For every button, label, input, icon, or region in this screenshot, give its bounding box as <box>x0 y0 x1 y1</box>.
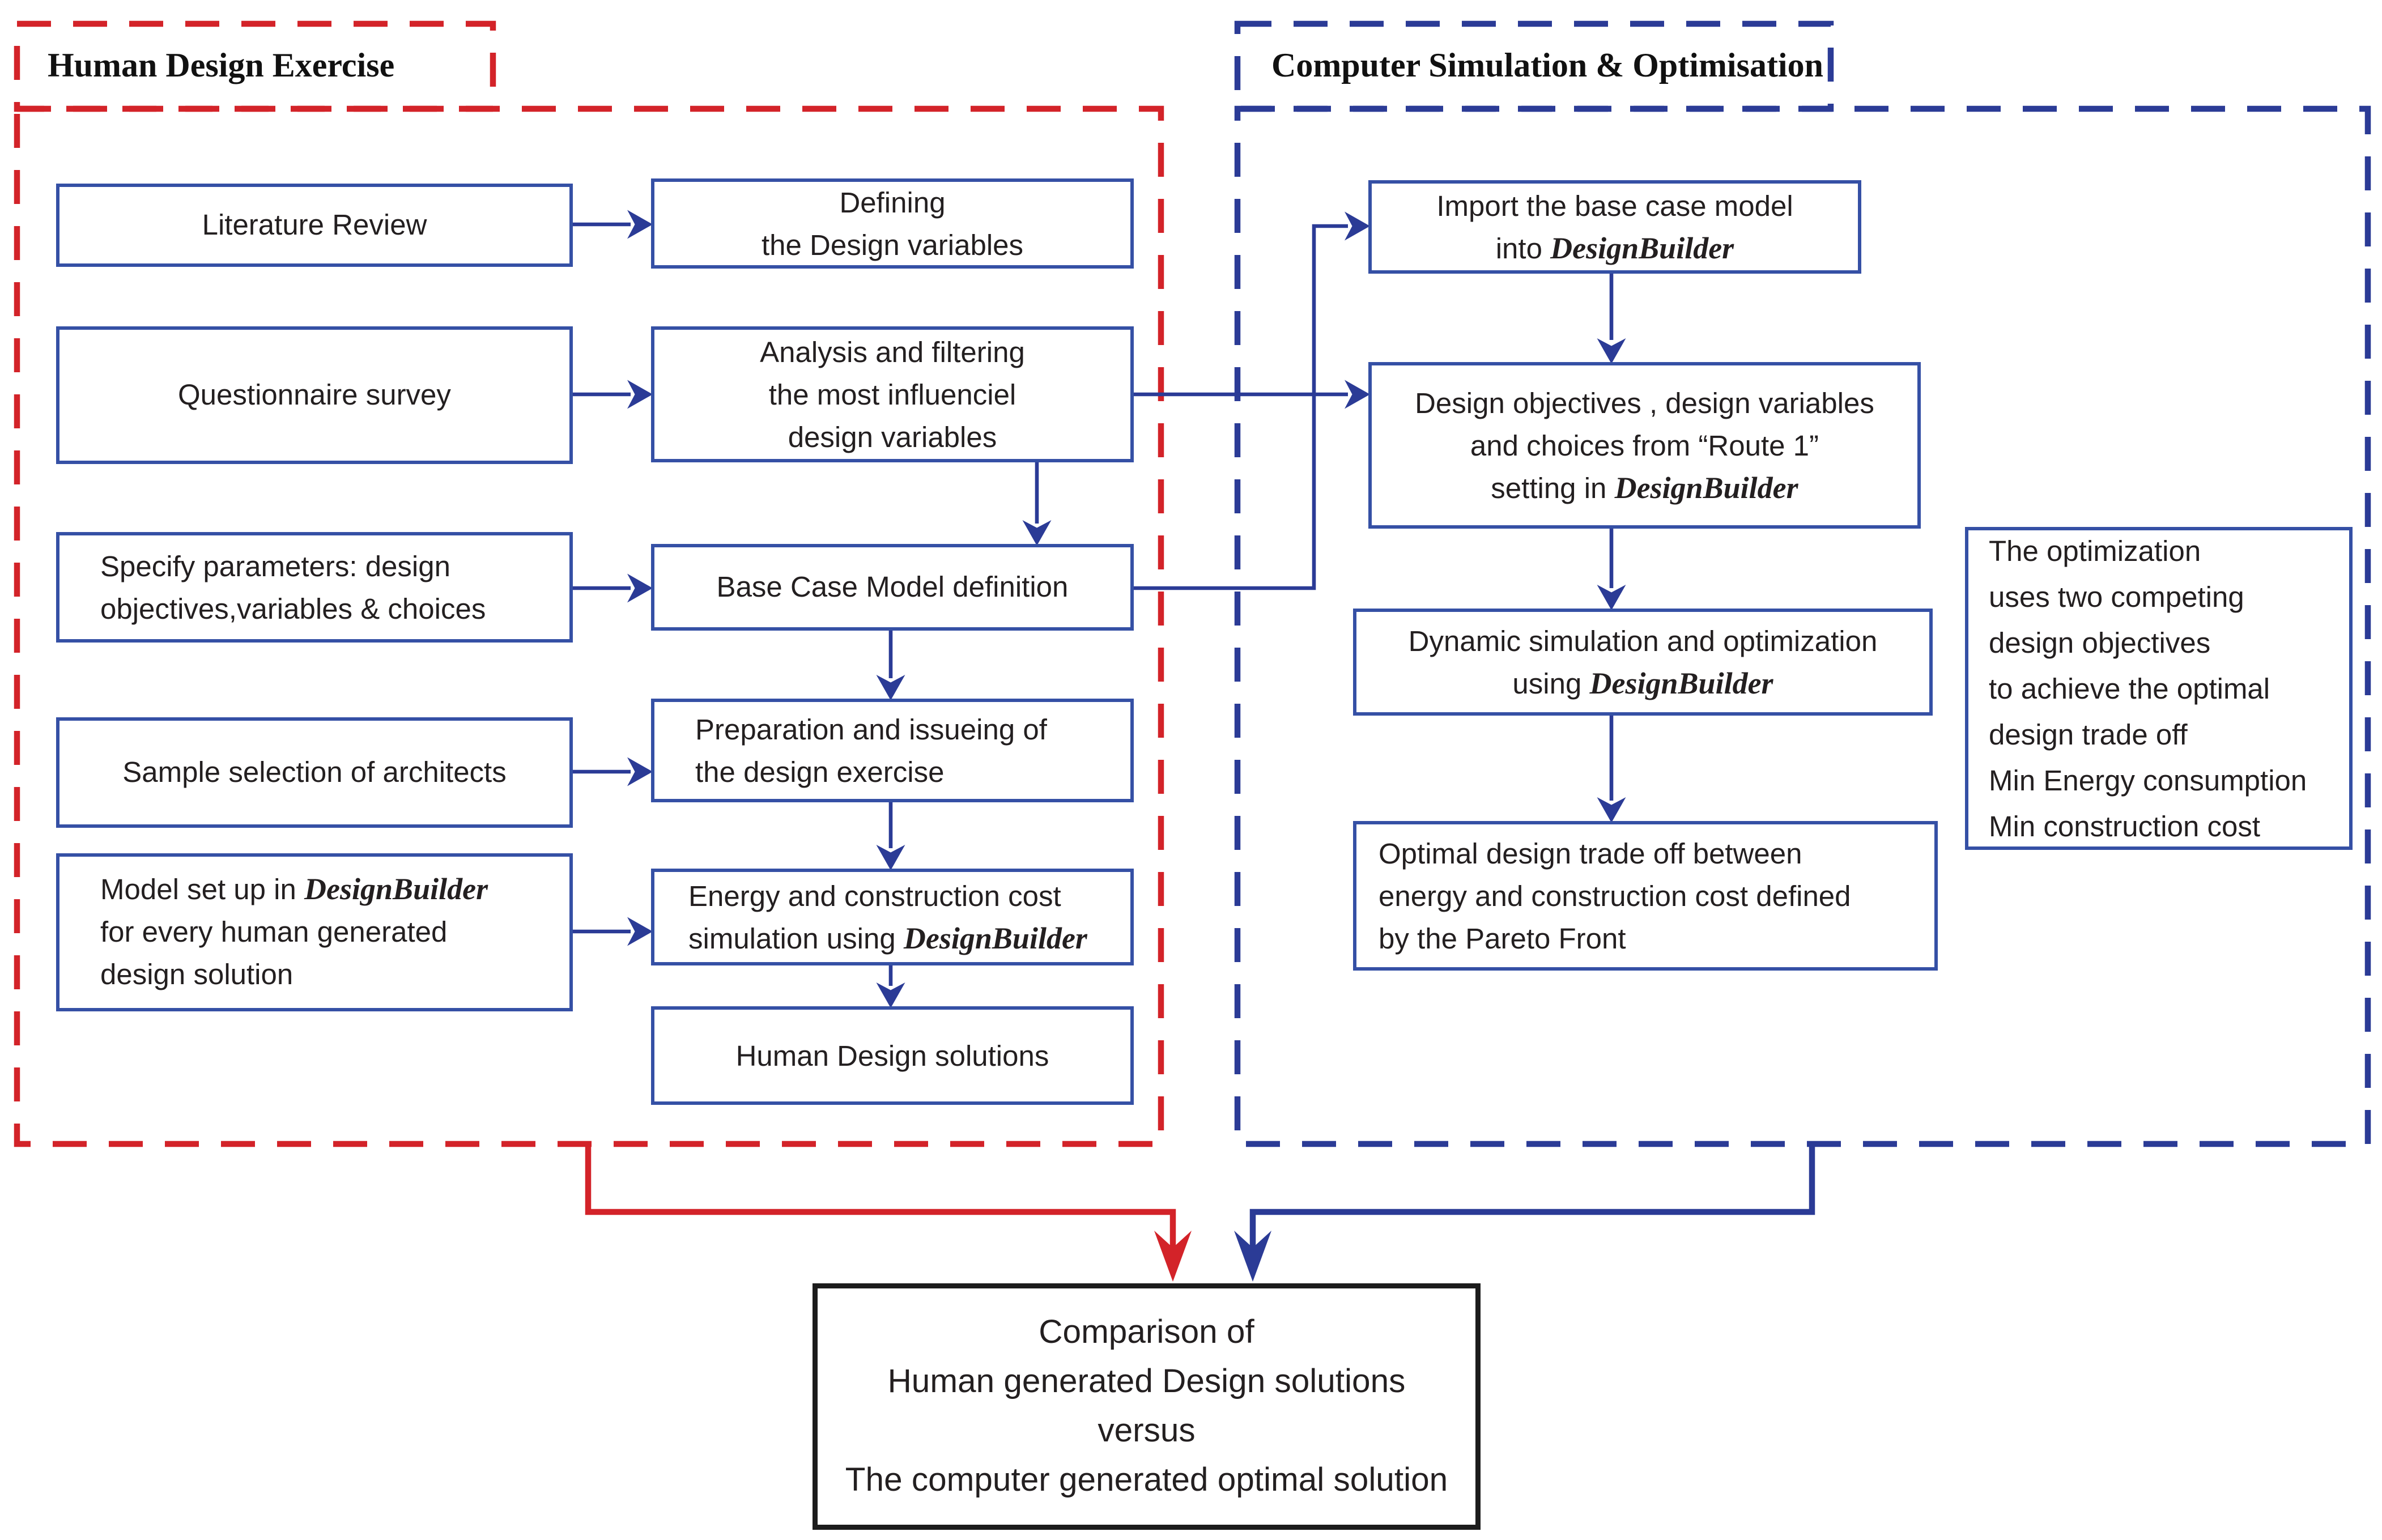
text-line: design variables <box>788 420 997 453</box>
text-line: by the Pareto Front <box>1379 922 1626 955</box>
model-set-up-box <box>56 853 573 1011</box>
text-line: design objectives <box>1989 626 2211 659</box>
text-line: design solution <box>100 959 294 991</box>
human-design-panel-title: Human Design Exercise <box>48 46 395 84</box>
text-line: objectives,variables & choices <box>100 592 486 625</box>
optimal-trade-off-box <box>1353 821 1938 971</box>
base-case-model-box <box>651 544 1134 631</box>
arrowhead-basecase-to-preparation <box>877 675 905 700</box>
arrowhead-specify-to-basecase <box>627 574 653 603</box>
comparison-box <box>813 1283 1481 1530</box>
text-line: to achieve the optimal <box>1989 672 2270 705</box>
text-line: the Design variables <box>761 228 1024 261</box>
text-line: the most influenciel <box>768 378 1016 411</box>
text-line: uses two competing <box>1989 580 2244 613</box>
text-line: Dynamic simulation and optimization <box>1408 624 1878 657</box>
arrowhead-energy-to-solutions <box>877 982 905 1008</box>
arrowhead-modelsetup-to-energy <box>627 917 653 946</box>
text-line: simulation using DesignBuilder <box>688 920 1087 955</box>
text-line: Comparison of <box>1039 1313 1254 1351</box>
arrowhead-objectives-to-dynamic <box>1597 585 1626 610</box>
text-line: Preparation and issueing of <box>695 713 1047 746</box>
text-line: The optimization <box>1989 534 2201 567</box>
text-line: energy and construction cost defined <box>1379 879 1851 912</box>
text-line: Sample selection of architects <box>122 756 507 789</box>
text-line: Human Design solutions <box>735 1039 1049 1072</box>
literature-review-box <box>56 184 573 267</box>
text-line: Human generated Design solutions <box>887 1362 1406 1400</box>
arrowhead-literature-to-defining <box>627 210 653 239</box>
text-line: Model set up in DesignBuilder <box>100 872 488 906</box>
connector-human-to-comparison <box>588 1144 1173 1251</box>
import-base-case-box <box>1368 180 1861 274</box>
text-line: using DesignBuilder <box>1512 665 1773 700</box>
text-line: for every human generated <box>100 916 448 948</box>
text-line: Specify parameters: design <box>100 550 450 582</box>
defining-variables-box <box>651 178 1134 269</box>
energy-simulation-box <box>651 869 1134 965</box>
arrowhead-questionnaire-to-analysis <box>627 380 653 409</box>
text-line: Base Case Model definition <box>716 571 1069 603</box>
arrowhead-analysis-to-basecase <box>1023 520 1052 546</box>
text-line: The computer generated optimal solution <box>845 1461 1448 1499</box>
design-objectives-box <box>1368 362 1921 529</box>
text-line: into DesignBuilder <box>1495 230 1734 265</box>
text-line: Design objectives , design variables <box>1415 386 1874 419</box>
text-line: Analysis and filtering <box>760 335 1025 368</box>
text-line: and choices from “Route 1” <box>1470 429 1819 462</box>
specify-parameters-box <box>56 532 573 643</box>
analysis-filtering-box <box>651 326 1134 462</box>
text-line: Literature Review <box>202 209 427 241</box>
text-line: the design exercise <box>695 755 945 788</box>
optimization-note-box <box>1965 527 2353 850</box>
text-line: Min construction cost <box>1989 810 2261 843</box>
arrowhead-preparation-to-energy <box>877 845 905 870</box>
arrowhead-dynamic-to-optimal <box>1597 797 1626 823</box>
text-line: Defining <box>839 186 946 219</box>
preparation-issueing-box <box>651 699 1134 802</box>
text-line: design trade off <box>1989 718 2188 751</box>
text-line: Energy and construction cost <box>688 879 1061 912</box>
connector-computer-to-comparison <box>1253 1144 1812 1251</box>
text-line: Questionnaire survey <box>178 379 451 411</box>
text-line: Min Energy consumption <box>1989 764 2307 797</box>
human-design-solutions-box <box>651 1006 1134 1105</box>
dynamic-simulation-box <box>1353 609 1933 716</box>
connector-basecase-to-import <box>1134 226 1348 588</box>
arrowhead-basecase-to-import <box>1345 212 1370 241</box>
arrowhead-sample-to-preparation <box>627 758 653 786</box>
sample-selection-box <box>56 717 573 828</box>
text-line: Import the base case model <box>1436 189 1793 222</box>
computer-simulation-panel-title: Computer Simulation & Optimisation <box>1271 46 1824 84</box>
text-line: Optimal design trade off between <box>1379 837 1802 870</box>
questionnaire-survey-box <box>56 326 573 464</box>
arrowhead-import-to-objectives <box>1597 338 1626 364</box>
text-line: versus <box>1098 1411 1196 1449</box>
text-line: setting in DesignBuilder <box>1491 470 1798 504</box>
arrowhead-analysis-to-objectives <box>1345 380 1370 409</box>
